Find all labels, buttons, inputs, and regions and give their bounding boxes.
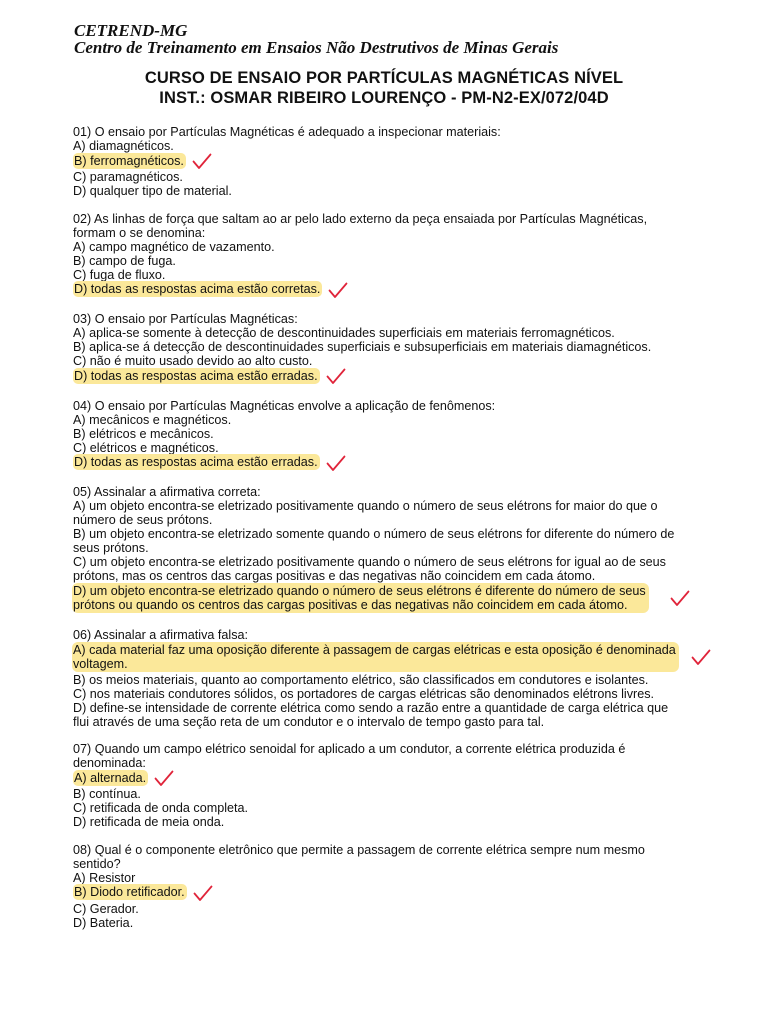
option-d-correct <box>73 455 713 472</box>
option-c <box>73 902 713 916</box>
question-text: 08) Qual é o componente eletrônico que permite a passagem de corrente elétrica sempre num mesmo <box>73 842 645 857</box>
question-text: 05) Assinalar a afirmativa correta: <box>73 485 261 499</box>
question-text: 07) Quando um campo elétrico senoidal for aplicado a um condutor, a corrente elétrica produzida é <box>73 742 626 756</box>
question-1 <box>73 125 713 198</box>
option-b-correct <box>73 885 713 902</box>
option-text: C) fuga de fluxo. <box>73 267 166 282</box>
option-d-correct <box>73 282 713 299</box>
course-title <box>0 68 768 108</box>
option-b <box>73 427 713 441</box>
option-d-correct <box>73 368 713 385</box>
option-line <box>73 368 713 385</box>
option-text: C) retificada de onda completa. <box>73 801 249 815</box>
option-b <box>73 787 713 801</box>
option-text: D) um objeto encontra-se eletrizado quando o número de seus elétrons é diferente do número de seus <box>73 584 646 598</box>
question-5 <box>73 485 713 614</box>
option-text: B) campo de fuga. <box>73 253 176 268</box>
question-text: 02) As linhas de força que saltam ao ar pelo lado externo da peça ensaiada por Partículas Magnéticas, <box>73 211 648 226</box>
question-list <box>73 125 713 943</box>
option-text: C) um objeto encontra-se eletrizado positivamente quando o número de seus elétrons for igual ao de seus <box>73 555 666 569</box>
option-text: seus prótons. <box>73 541 149 555</box>
option-text: número de seus prótons. <box>73 513 213 527</box>
option-c <box>73 170 713 184</box>
question-text: 04) O ensaio por Partículas Magnéticas envolve a aplicação de fenômenos: <box>73 398 496 413</box>
question-text: formam o se denomina: <box>73 225 206 240</box>
option-a <box>73 240 713 254</box>
option-text: A) campo magnético de vazamento. <box>73 239 275 254</box>
option-d <box>73 184 713 198</box>
option-d <box>73 701 713 729</box>
org-full-name: Centro de Treinamento em Ensaios Não Destrutivos de Minas Gerais <box>74 38 559 57</box>
option-text: D) retificada de meia onda. <box>73 815 225 829</box>
question-3 <box>73 312 713 385</box>
option-line <box>73 885 713 902</box>
option-text: D) todas as respostas acima estão erradas. <box>74 368 318 383</box>
option-text: C) nos materiais condutores sólidos, os portadores de cargas elétricas são denominados elétrons livres. <box>73 686 655 701</box>
option-text: B) elétricos e mecânicos. <box>73 426 214 441</box>
option-text: C) paramagnéticos. <box>73 170 183 184</box>
org-name: CETREND-MG <box>74 21 188 40</box>
option-text: C) elétricos e magnéticos. <box>73 440 219 455</box>
checkmark-icon <box>192 153 212 170</box>
question-text: 01) O ensaio por Partículas Magnéticas é adequado a inspecionar materiais: <box>73 125 501 139</box>
option-b <box>73 527 713 555</box>
option-a <box>73 326 713 340</box>
option-a <box>73 413 713 427</box>
option-d-correct <box>73 583 713 614</box>
option-text: flui através de uma seção reta de um condutor e o intervalo de tempo gasto para tal. <box>73 714 545 729</box>
highlight <box>72 583 649 613</box>
option-c <box>73 441 713 455</box>
option-a-correct <box>73 642 713 673</box>
option-c <box>73 354 713 368</box>
option-text: voltagem. <box>73 656 128 671</box>
option-a-correct <box>73 770 713 787</box>
question-7 <box>73 742 713 829</box>
option-text: A) diamagnéticos. <box>73 139 174 153</box>
title-line-2: INST.: OSMAR RIBEIRO LOURENÇO - PM-N2-EX/072/04D <box>159 89 609 107</box>
question-text: 03) O ensaio por Partículas Magnéticas: <box>73 312 298 326</box>
checkmark-icon <box>328 282 348 299</box>
option-text: D) todas as respostas acima estão corretas. <box>74 282 321 297</box>
option-text: C) Gerador. <box>73 901 139 916</box>
option-line <box>73 153 713 170</box>
option-text: B) contínua. <box>73 787 141 801</box>
option-text: D) define-se intensidade de corrente elétrica como sendo a razão entre a quantidade de carga elétrica que <box>73 700 669 715</box>
highlight <box>72 642 679 672</box>
question-4 <box>73 399 713 472</box>
option-line <box>73 770 713 787</box>
option-text: B) um objeto encontra-se eletrizado somente quando o número de seus elétrons for diferente do número de <box>73 527 675 541</box>
question-text: 06) Assinalar a afirmativa falsa: <box>73 627 248 642</box>
checkmark-icon <box>691 649 711 671</box>
option-text: D) qualquer tipo de material. <box>73 184 232 198</box>
checkmark-icon <box>326 455 346 472</box>
option-text: A) Resistor <box>73 870 136 885</box>
option-b-correct <box>73 153 713 170</box>
option-line <box>73 455 713 472</box>
option-a <box>73 499 713 527</box>
checkmark-icon <box>193 885 213 902</box>
option-text: B) ferromagnéticos. <box>74 153 184 168</box>
option-text: A) alternada. <box>74 770 147 785</box>
option-text: D) Bateria. <box>73 915 134 930</box>
option-a <box>73 871 713 885</box>
question-2 <box>73 212 713 299</box>
option-text: B) Diodo retificador. <box>74 885 185 900</box>
option-text: B) os meios materiais, quanto ao comportamento elétrico, são classificados em condutores e isolantes. <box>73 672 649 687</box>
option-c <box>73 687 713 701</box>
question-8 <box>73 843 713 930</box>
option-text: A) mecânicos e magnéticos. <box>73 412 232 427</box>
checkmark-icon <box>154 770 174 787</box>
title-line-1: CURSO DE ENSAIO POR PARTÍCULAS MAGNÉTICAS NÍVEL <box>144 69 624 87</box>
option-a <box>73 139 713 153</box>
question-text: sentido? <box>73 856 121 871</box>
option-c <box>73 801 713 815</box>
option-text: D) todas as respostas acima estão erradas. <box>74 455 318 470</box>
question-6 <box>73 628 713 729</box>
option-text: C) não é muito usado devido ao alto custo. <box>73 354 313 368</box>
option-text: prótons ou quando os centros das cargas positivas e das negativas não coincidem em cada átomo. <box>73 598 628 612</box>
option-c <box>73 555 713 583</box>
option-text: A) um objeto encontra-se eletrizado positivamente quando o número de seus elétrons for maior do que o <box>73 499 658 513</box>
checkmark-icon <box>670 590 690 612</box>
option-d <box>73 916 713 930</box>
option-text: prótons, mas os centros das cargas positivas e das negativas não coincidem em cada átomo. <box>73 569 596 583</box>
option-line <box>73 282 713 299</box>
option-text: A) cada material faz uma oposição diferente à passagem de cargas elétricas e esta oposição é denominada <box>73 642 676 657</box>
option-b <box>73 254 713 268</box>
checkmark-icon <box>326 368 346 385</box>
question-text: denominada: <box>73 756 146 770</box>
option-c <box>73 268 713 282</box>
option-text: A) aplica-se somente à detecção de descontinuidades superficiais em materiais ferromagnéticos. <box>73 326 615 340</box>
option-text: B) aplica-se á detecção de descontinuidades superficiais e subsuperficiais em materiais diamagnéticos. <box>73 340 652 354</box>
option-b <box>73 340 713 354</box>
option-d <box>73 815 713 829</box>
document-header <box>74 22 558 56</box>
option-b <box>73 673 713 687</box>
